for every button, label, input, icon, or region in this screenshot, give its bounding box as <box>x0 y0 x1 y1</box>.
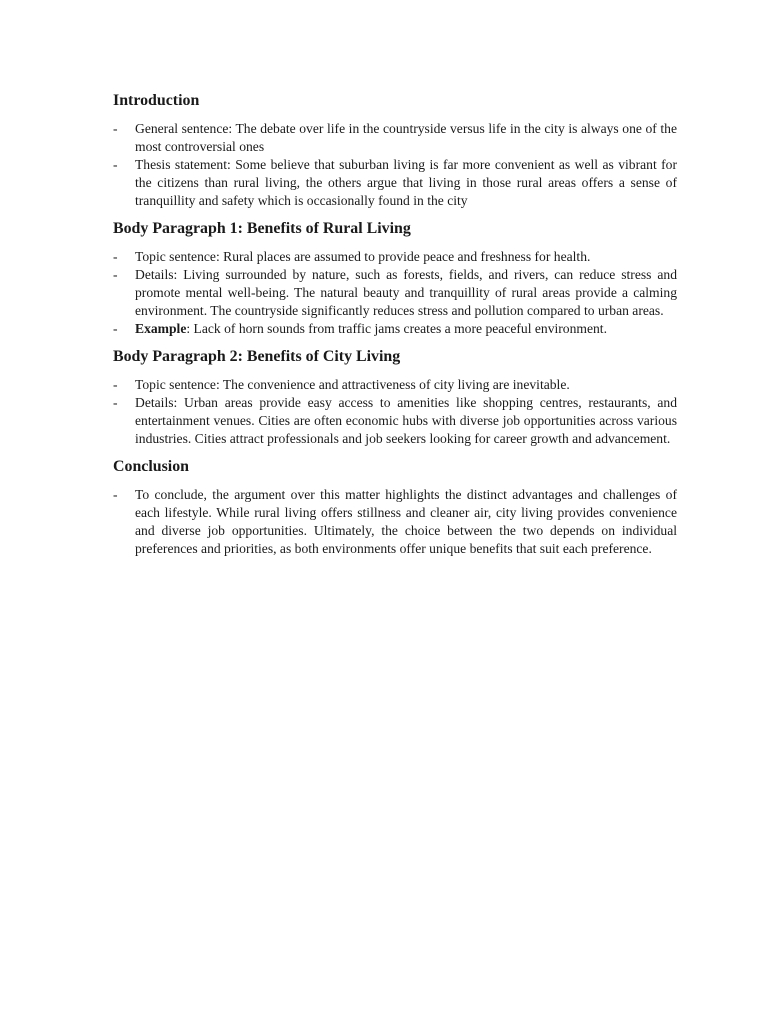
introduction-list <box>113 120 677 210</box>
heading-body-paragraph-2: Body Paragraph 2: Benefits of City Living <box>113 348 401 365</box>
body-paragraph-2-list <box>113 376 677 448</box>
dash-marker: - <box>113 121 118 136</box>
list-item <box>113 486 677 558</box>
heading-introduction: Introduction <box>113 92 200 109</box>
list-item <box>113 248 677 266</box>
dash-marker: - <box>113 157 118 172</box>
bullet-text: Details: Urban areas provide easy access to amenities like shopping centres, restaurants, and entertainment venues. Cities are often economic hubs with diverse job opportunities across various industries. Cities attract professionals and job seekers looking for career growth and advancement. <box>135 395 677 446</box>
list-item <box>113 394 677 448</box>
dash-marker: - <box>113 321 118 336</box>
dash-marker: - <box>113 377 118 392</box>
body-paragraph-1-list <box>113 248 677 338</box>
bullet-text: Topic sentence: The convenience and attractiveness of city living are inevitable. <box>135 377 570 392</box>
dash-marker: - <box>113 249 118 264</box>
bullet-text: : Lack of horn sounds from traffic jams creates a more peaceful environment. <box>186 321 607 336</box>
dash-marker: - <box>113 395 118 410</box>
dash-marker: - <box>113 267 118 282</box>
bullet-text: Thesis statement: Some believe that suburban living is far more convenient as well as vibrant for the citizens than rural living, the others argue that living in those rural areas offers a sense of tranquillity and safety which is occasionally found in the city <box>135 157 677 208</box>
bullet-text: Details: Living surrounded by nature, such as forests, fields, and rivers, can reduce stress and promote mental well-being. The natural beauty and tranquillity of rural areas provide a calming environment. The countryside significantly reduces stress and pollution compared to urban areas. <box>135 267 677 318</box>
bullet-text: General sentence: The debate over life in the countryside versus life in the city is always one of the most controversial ones <box>135 121 677 154</box>
list-item <box>113 156 677 210</box>
bullet-text: Topic sentence: Rural places are assumed to provide peace and freshness for health. <box>135 249 591 264</box>
heading-body-paragraph-1: Body Paragraph 1: Benefits of Rural Living <box>113 220 411 237</box>
document-page <box>113 92 677 568</box>
list-item <box>113 320 677 338</box>
dash-marker: - <box>113 487 118 502</box>
bullet-text: To conclude, the argument over this matter highlights the distinct advantages and challenges of each lifestyle. While rural living offers stillness and cleaner air, city living provides convenience and diverse job opportunities. Ultimately, the choice between the two depends on individual preferences and priorities, as both environments offer unique benefits that suit each preference. <box>135 487 677 556</box>
conclusion-list <box>113 486 677 558</box>
list-item <box>113 120 677 156</box>
heading-conclusion: Conclusion <box>113 458 190 475</box>
bullet-bold-label: Example <box>135 321 187 336</box>
list-item <box>113 376 677 394</box>
list-item <box>113 266 677 320</box>
